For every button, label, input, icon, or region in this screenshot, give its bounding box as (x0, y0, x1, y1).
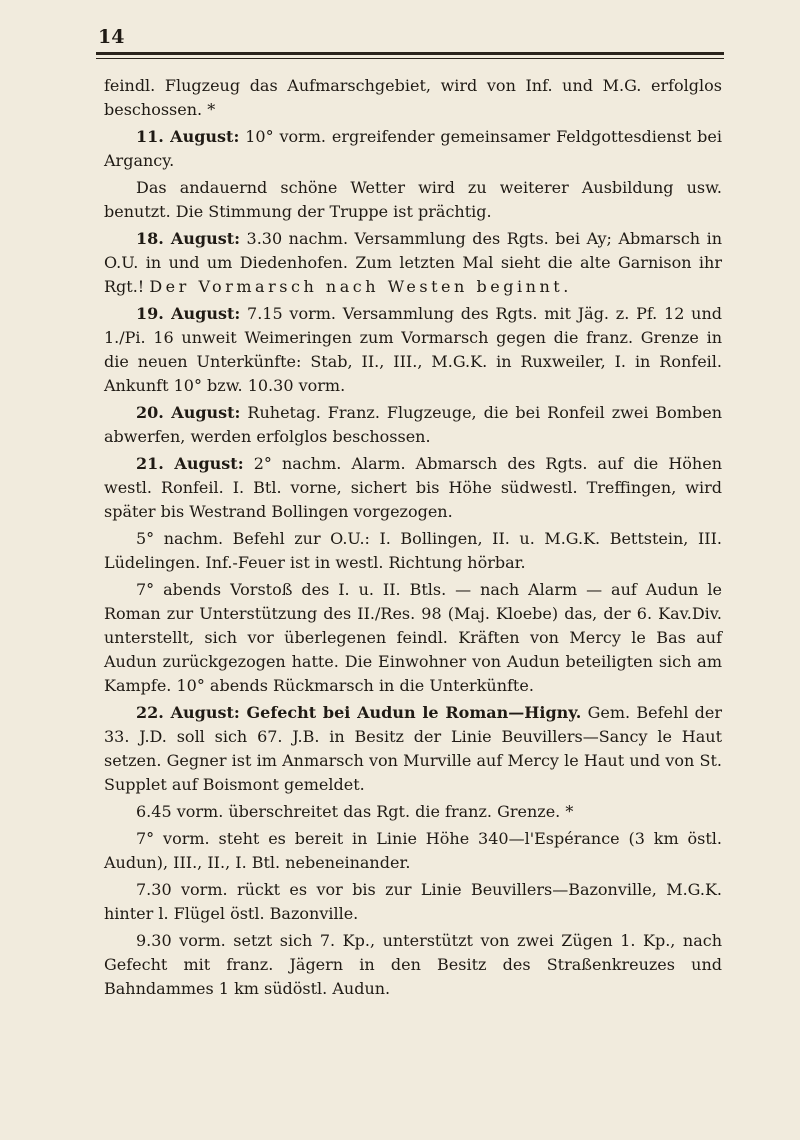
paragraph: 9.30 vorm. setzt sich 7. Kp., unterstützt von zwei Zügen 1. Kp., nach Gefecht mit franz. Jägern in den Besitz des Straßenkreuzes und Bahndammes 1 km südöstl. Audun. (104, 931, 722, 998)
paragraph: 5° nachm. Befehl zur O.U.: I. Bollingen, II. u. M.G.K. Bettstein, III. Lüdelingen. Inf.-Feuer ist in westl. Richtung hörbar. (104, 529, 722, 572)
paragraph: 7° vorm. steht es bereit in Linie Höhe 340—l'Espérance (3 km östl. Audun), III., II., I. Btl. nebeneinander. (104, 829, 722, 872)
paragraph: 7° abends Vorstoß des I. u. II. Btls. — nach Alarm — auf Audun le Roman zur Unterstützung des II./Res. 98 (Maj. Kloebe) das, der 6. Kav.Div. unterstellt, sich vor überlegenen feindl. Kräften von Mercy le Bas auf Audun zurückgezogen hatte. Die Einwohner von Audun beteiligten sich am Kampfe. 10° abends Rückmarsch in die Unterkünfte. (104, 580, 722, 695)
header-rule-thick (96, 52, 724, 55)
diary-entry-aug-18: 18. August: 3.30 nachm. Versammlung des Rgts. bei Ay; Abmarsch in O.U. in und um Diedenhofen. Zum letzten Mal sieht die alte Garnison ihr Rgt.! Der Vormarsch nach Westen beginnt. (104, 229, 723, 296)
entry-date: 20. August: (136, 403, 241, 422)
diary-entry-aug-21: 21. August: 2° nachm. Alarm. Abmarsch des Rgts. auf die Höhen westl. Ronfeil. I. Btl. vorne, sichert bis Höhe südwestl. Treffingen, wird später bis Westrand Bollingen vorgezogen. (104, 454, 722, 521)
entry-date: 22. August: Gefecht bei Audun le Roman—Higny. (136, 703, 582, 722)
page-number: 14 (98, 26, 125, 48)
diary-entry-aug-11: 11. August: 10° vorm. ergreifender gemeinsamer Feldgottesdienst bei Argancy. (104, 127, 723, 170)
entry-date: 18. August: (136, 229, 241, 248)
entry-date: 11. August: (136, 127, 240, 146)
entry-date: 21. August: (136, 454, 244, 473)
diary-entry-aug-22: 22. August: Gefecht bei Audun le Roman—Higny. Gem. Befehl der 33. J.D. soll sich 67. J.B. in Besitz der Linie Beuvillers—Sancy le Haut setzen. Gegner ist im Anmarsch von Murville auf Mercy le Haut und von St. Supplet auf Boismont gemeldet. (104, 703, 723, 794)
header-rule-thin (96, 58, 724, 59)
diary-entry-aug-20: 20. August: Ruhetag. Franz. Flugzeuge, die bei Ronfeil zwei Bomben abwerfen, werden erfolglos beschossen. (104, 403, 722, 446)
paragraph: 7.30 vorm. rückt es vor bis zur Linie Beuvillers—Bazonville, M.G.K. hinter l. Flügel östl. Bazonville. (104, 880, 722, 923)
paragraph: Das andauernd schöne Wetter wird zu weiterer Ausbildung usw. benutzt. Die Stimmung der Truppe ist prächtig. (104, 178, 722, 221)
paragraph: feindl. Flugzeug das Aufmarschgebiet, wird von Inf. und M.G. erfolglos beschossen. * (104, 76, 722, 119)
page-body (104, 74, 722, 1004)
emphasis-spaced: Der Vormarsch nach Westen beginnt. (149, 277, 572, 296)
diary-entry-aug-19: 19. August: 7.15 vorm. Versammlung des Rgts. mit Jäg. z. Pf. 12 und 1./Pi. 16 unweit Weimeringen zum Vormarsch gegen die franz. Grenze in die neuen Unterkünfte: Stab, II., III., M.G.K. in Ruxweiler, I. in Ronfeil. Ankunft 10° bzw. 10.30 vorm. (104, 304, 723, 395)
paragraph: 6.45 vorm. überschreitet das Rgt. die franz. Grenze. * (136, 802, 574, 821)
entry-date: 19. August: (136, 304, 241, 323)
